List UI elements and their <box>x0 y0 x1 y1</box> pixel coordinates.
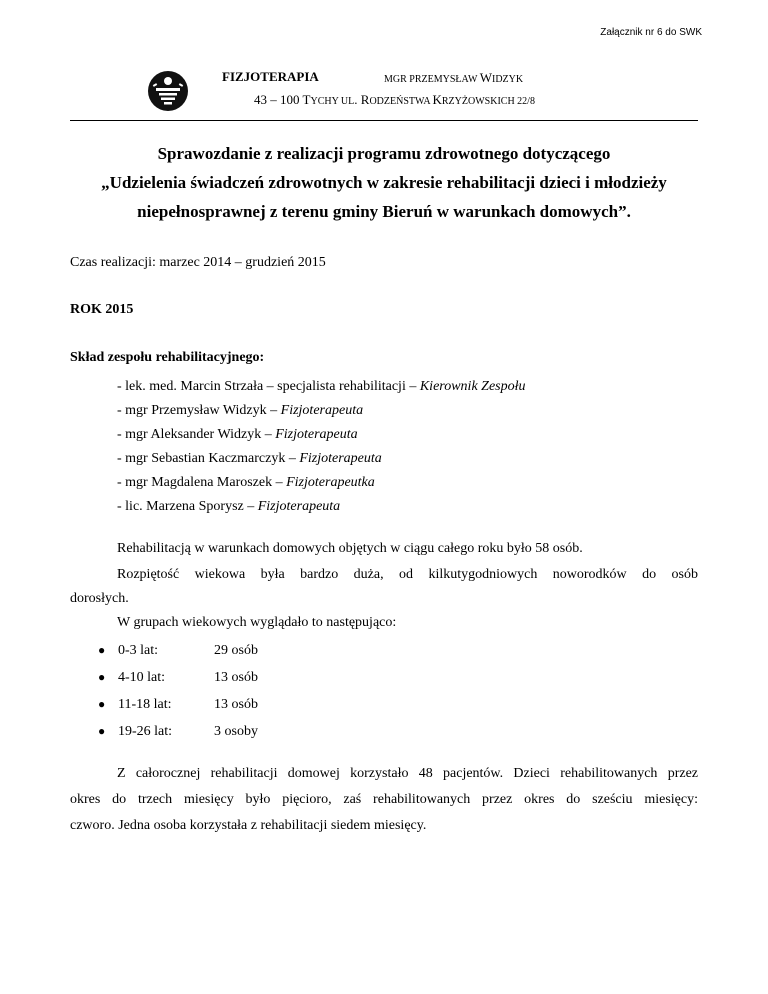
paragraph-age-range-line2: dorosłych. <box>70 591 129 606</box>
paragraph-summary-line1: Z całorocznej rehabilitacji domowej korzystało 48 pacjentów. Dzieci rehabilitowanych przez <box>117 766 698 781</box>
list-item: ● 4-10 lat: 13 osób <box>98 664 258 691</box>
company-logo-icon <box>147 70 189 112</box>
team-heading: Skład zespołu rehabilitacyjnego: <box>70 350 265 365</box>
paragraph-total-patients: Rehabilitacją w warunkach domowych objętych w ciągu całego roku było 58 osób. <box>117 541 583 556</box>
team-member: - mgr Magdalena Maroszek – Fizjoterapeutka <box>117 475 375 490</box>
bullet-icon: ● <box>98 724 106 738</box>
team-member: - mgr Aleksander Widzyk – Fizjoterapeuta <box>117 427 358 442</box>
paragraph-summary-line3: czworo. Jedna osoba korzystała z rehabilitacji siedem miesięcy. <box>70 818 427 833</box>
list-item: ● 11-18 lat: 13 osób <box>98 691 258 718</box>
bullet-icon: ● <box>98 697 106 711</box>
report-title: Sprawozdanie z realizacji programu zdrowotnego dotyczącego „Udzielenia świadczeń zdrowotnych w zakresie rehabilitacji dzieci i młodzieży niepełnosprawnej z terenu gminy Bieruń w warunkach domowych”. <box>101 144 667 221</box>
company-name: FIZJOTERAPIA <box>222 69 319 84</box>
list-item: ● 19-26 lat: 3 osoby <box>98 718 258 745</box>
team-member: - lek. med. Marcin Strzała – specjalista rehabilitacji – Kierownik Zespołu <box>117 379 526 394</box>
owner-name: MGR PRZEMYSŁAW WIDZYK <box>384 70 524 85</box>
team-member: - lic. Marzena Sporysz – Fizjoterapeuta <box>117 499 341 514</box>
realization-period: Czas realizacji: marzec 2014 – grudzień 2015 <box>70 255 326 270</box>
team-list <box>117 375 526 519</box>
bullet-icon: ● <box>98 643 106 657</box>
paragraph-age-groups-intro: W grupach wiekowych wyglądało to następująco: <box>117 615 397 630</box>
age-group-list <box>98 637 258 745</box>
team-member: - mgr Przemysław Widzyk – Fizjoterapeuta <box>117 403 364 418</box>
bullet-icon: ● <box>98 670 106 684</box>
annex-label: Załącznik nr 6 do SWK <box>600 27 702 38</box>
list-item: ● 0-3 lat: 29 osób <box>98 637 258 664</box>
team-member: - mgr Sebastian Kaczmarczyk – Fizjoterapeuta <box>117 451 382 466</box>
year-heading: ROK 2015 <box>70 302 134 317</box>
company-address: 43 – 100 TYCHY UL. RODZEŃSTWA KRZYŻOWSKICH 22/8 <box>254 92 535 107</box>
paragraph-summary-line2: okres do trzech miesięcy było pięcioro, zaś rehabilitowanych przez okres do sześciu miesięcy: <box>70 792 698 807</box>
company-header <box>222 69 524 85</box>
paragraph-age-range-line1: Rozpiętość wiekowa była bardzo duża, od kilkutygodniowych noworodków do osób <box>117 567 698 582</box>
header-divider <box>70 120 698 121</box>
